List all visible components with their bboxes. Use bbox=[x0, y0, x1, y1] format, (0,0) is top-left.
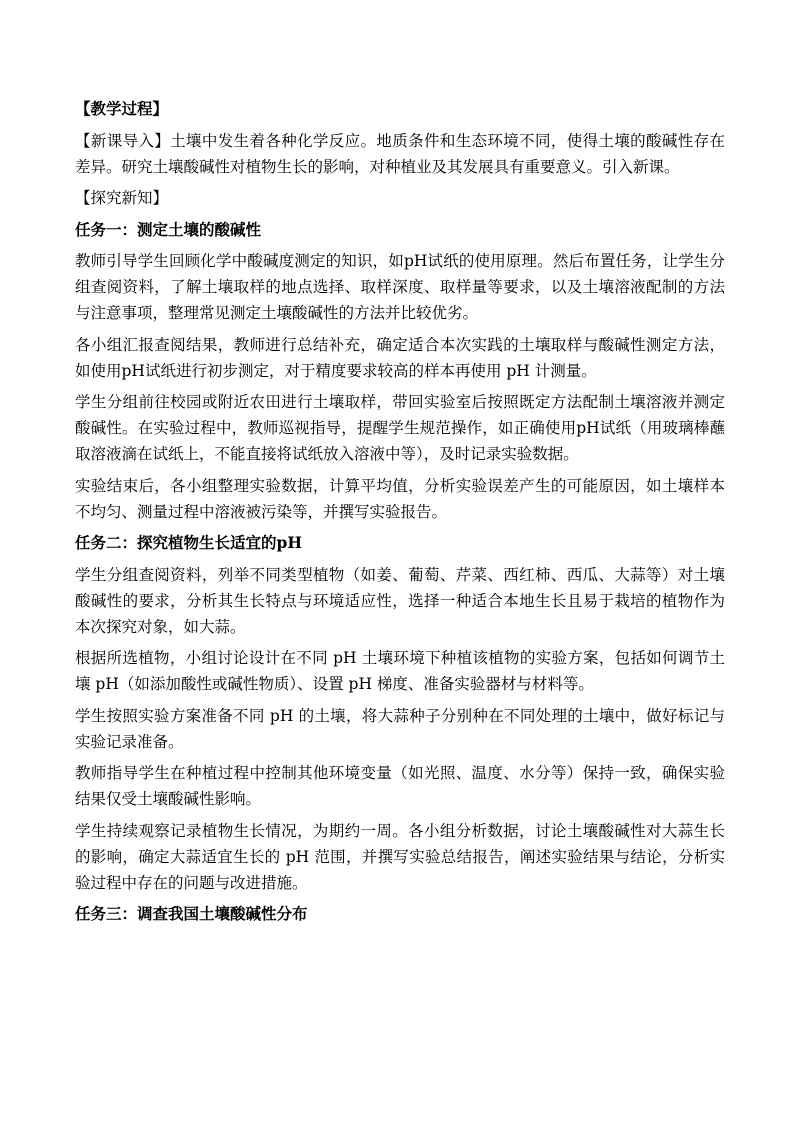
task1-paragraph-1: 教师引导学生回顾化学中酸碱度测定的知识，如pH试纸的使用原理。然后布置任务，让学生分组查阅资料，了解土壤取样的地点选择、取样深度、取样量等要求，以及土壤溶液配制的方法与注意事项，整理常见测定土壤酸碱性的方法并比较优劣。 bbox=[75, 252, 725, 322]
task2-paragraph-1: 学生分组查阅资料，列举不同类型植物（如姜、葡萄、芹菜、西红柿、西瓜、大蒜等）对土壤酸碱性的要求，分析其生长特点与环境适应性，选择一种适合本地生长且易于栽培的植物作为本次探究对象，如大蒜。 bbox=[75, 565, 725, 636]
task3-title: 任务三：调查我国土壤酸碱性分布 bbox=[75, 904, 308, 923]
task2-paragraph-2: 根据所选植物，小组讨论设计在不同 pH 土壤环境下种植该植物的实验方案，包括如何调节土壤 pH（如添加酸性或碱性物质）、设置 pH 梯度、准备实验器材与材料等。 bbox=[75, 649, 725, 693]
document-page bbox=[75, 96, 725, 933]
explore-title: 【探究新知】 bbox=[75, 189, 169, 207]
task2-paragraph-3: 学生按照实验方案准备不同 pH 的土壤，将大蒜种子分别种在不同处理的土壤中，做好标记与实验记录准备。 bbox=[75, 706, 725, 751]
task1-paragraph-3: 学生分组前往校园或附近农田进行土壤取样，带回实验室后按照既定方法配制土壤溶液并测定酸碱性。在实验过程中，教师巡视指导，提醒学生规范操作，如正确使用pH试纸（用玻璃棒蘸取溶液滴在试纸上，不能直接将试纸放入溶液中等），及时记录实验数据。 bbox=[75, 393, 725, 463]
task1-title: 任务一：测定土壤的酸碱性 bbox=[75, 219, 262, 239]
task1-paragraph-4: 实验结束后，各小组整理实验数据，计算平均值，分析实验误差产生的可能原因，如土壤样本不均匀、测量过程中溶液被污染等，并撰写实验报告。 bbox=[75, 476, 725, 521]
section-title: 【教学过程】 bbox=[75, 99, 169, 118]
intro-paragraph: 【新课导入】土壤中发生着各种化学反应。地质条件和生态环境不同，使得土壤的酸碱性存在差异。研究土壤酸碱性对植物生长的影响，对种植业及其发展具有重要意义。引入新课。 bbox=[75, 131, 725, 176]
task2-paragraph-5: 学生持续观察记录植物生长情况，为期约一周。各小组分析数据，讨论土壤酸碱性对大蒜生长的影响，确定大蒜适宜生长的 pH 范围，并撰写实验总结报告，阐述实验结果与结论，分析实验过程中存在的问题与改进措施。 bbox=[75, 821, 725, 892]
task2-title: 任务二：探究植物生长适宜的pH bbox=[75, 533, 302, 552]
task1-paragraph-2: 各小组汇报查阅结果，教师进行总结补充，确定适合本次实践的土壤取样与酸碱性测定方法，如使用pH试纸进行初步测定，对于精度要求较高的样本再使用 pH 计测量。 bbox=[75, 335, 725, 380]
task2-paragraph-4: 教师指导学生在种植过程中控制其他环境变量（如光照、温度、水分等）保持一致，确保实验结果仅受土壤酸碱性影响。 bbox=[75, 764, 725, 808]
